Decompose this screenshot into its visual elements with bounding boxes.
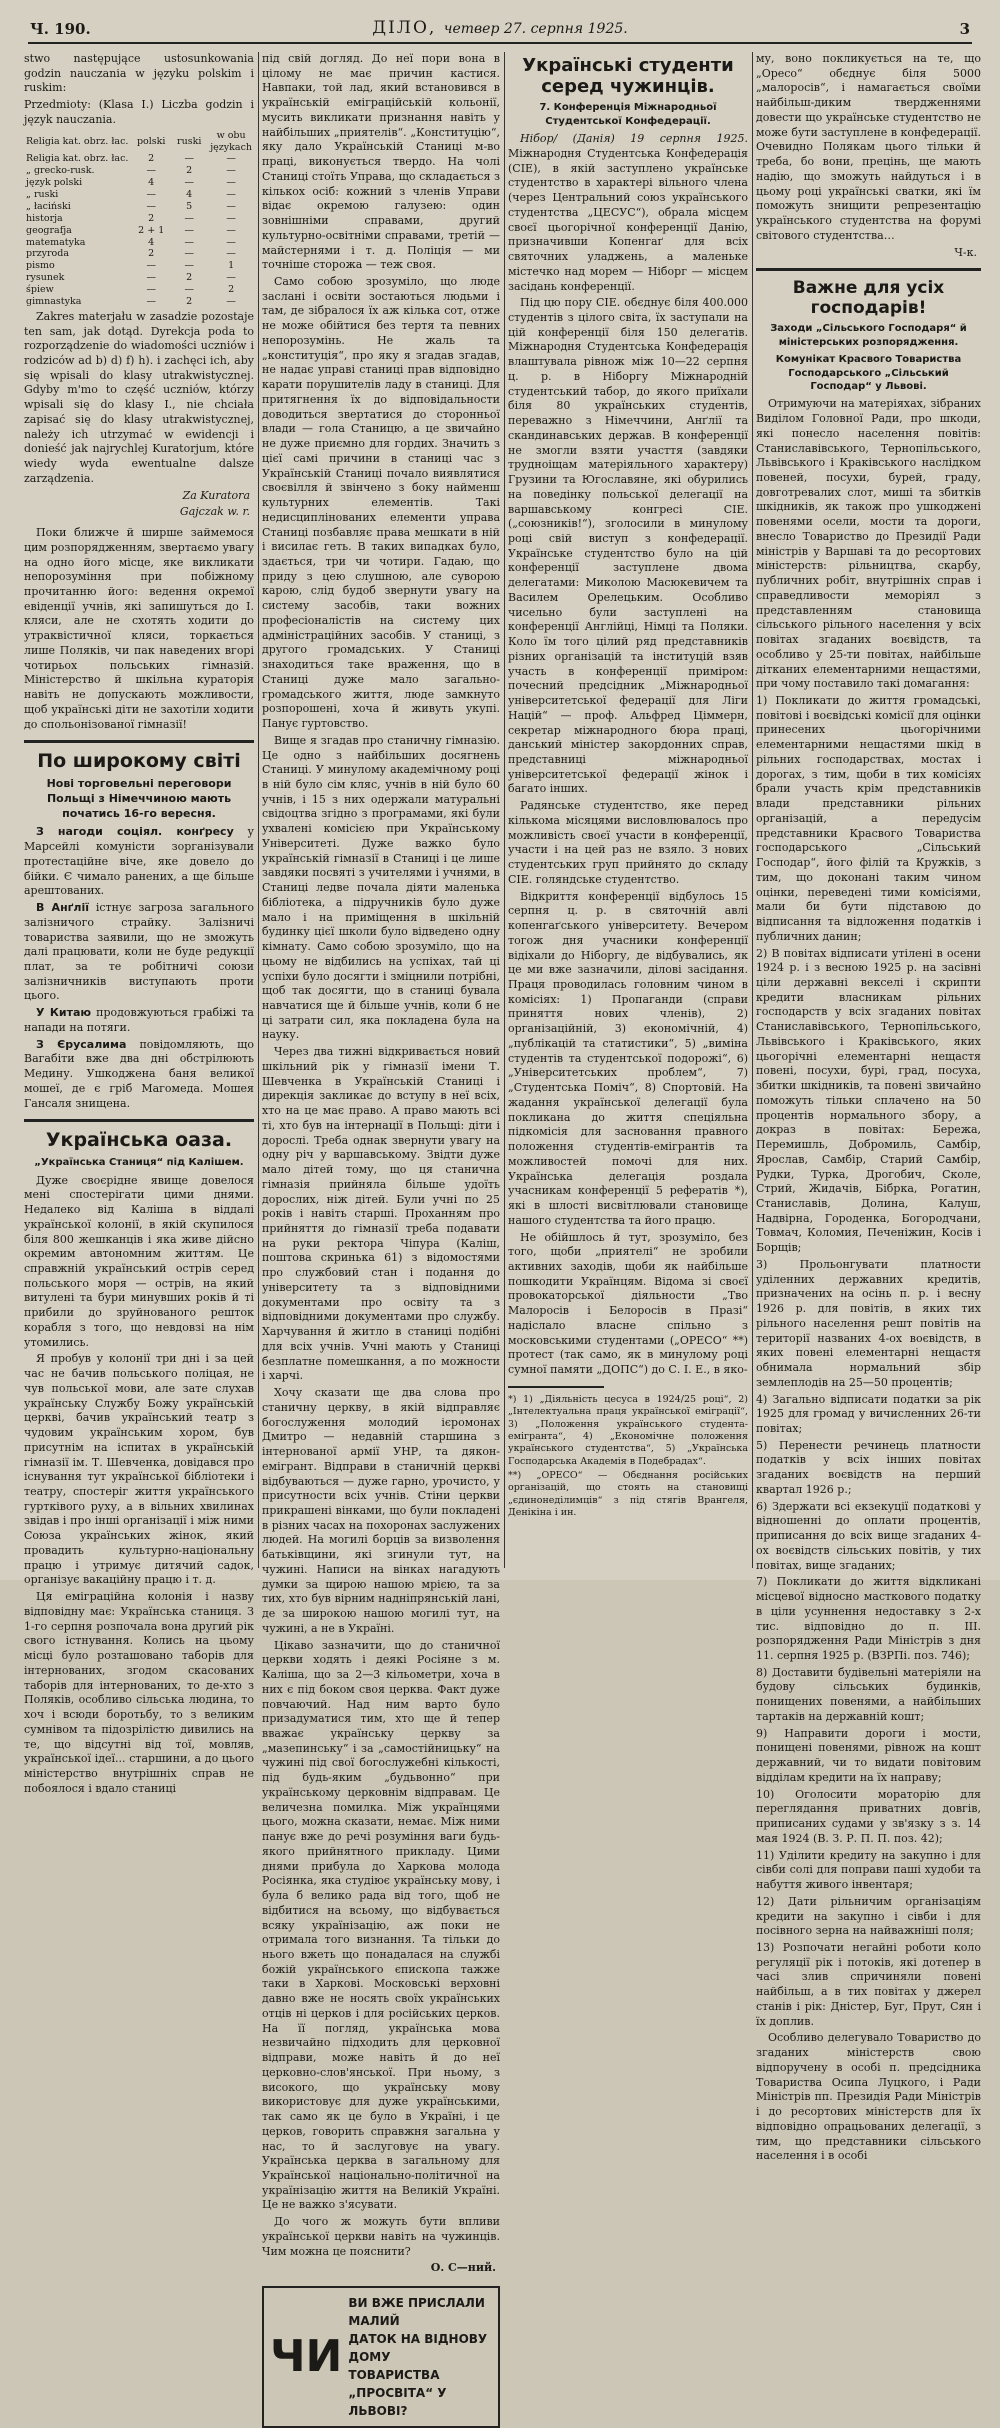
table-cell: — [146, 189, 156, 201]
table-cell: — [184, 212, 194, 224]
article-paragraph: Я пробув у колонії три дні і за цей час не бачив польського поліцая, не чув польської мови, але зате слухав українську Службу Божу українській церкві, бачив український театр з чудовим українським хором, був присутнім на іспитах в українській гімназії ім. Т. Шевченка, довідався про існування тут української бібліотеки і театру, спостеріг життя українського гуртківого руху, а в вільних хвилинах звідав і про інші організації і між ними Союза українських жінок, який провадить культурно-національну працю і утримує дитячий садок, організує вакаційну працю і т. д. [24, 1352, 254, 1587]
table-cell: 2 [148, 248, 155, 260]
table-cell: — [226, 224, 236, 236]
table-cell: 2 [186, 165, 193, 177]
list-item: 9) Направити дороги і мости, понищені повенями, рівнож на кошт державний, чи то видати повітовим відділам кредити на їх направу; [756, 1726, 981, 1784]
table-row [24, 177, 254, 189]
list-item: 13) Розпочати негайні роботи коло регуляції рік і потоків, які дотепер в часі злив спричиняли повені найбільш, а в тих повітах у джерел станів і рік: Дністер, Буг, Прут, Сян і їх доплив. [756, 1940, 981, 2028]
table-cell: 4 [186, 189, 193, 201]
table-cell: — [226, 165, 236, 177]
table-cell: matematyka [26, 236, 86, 248]
table-cell: 2 [186, 295, 193, 307]
header-rule [28, 42, 972, 44]
footnote: **) „ОРЕСО“ — Обєднання російських організацій, що стоять на становищі „єдинонеділимців“ з під стягів Врангеля, Денікіна і ин. [508, 1469, 748, 1518]
news-item-body: продовжуються грабіжі та напади на потяги. [24, 1006, 254, 1034]
article-paragraph: До чого ж можуть бути впливи української церкви навіть на чужинців. Чим можна це пояснити? [262, 2215, 500, 2258]
paragraph-body: Міжнародня Студентська Конфедерація (СІЕ), в якій заступлено українське студентство в характері вільного члена (через Центральний союз українського студентства „ЦЕСУС“), обрала місцем своєї цьогорічної конференції Данію, призначивши Копенгаґ для всіх святочних уладжень, а маленьке містечко над морем — Ніборг — місцем засідань конференції. [508, 146, 748, 293]
polish-text: Zakres materjału w zasadzie pozostaje ten sam, jak dotąd. Dyrekcja poda to rozporządzenie do wiadomości uczniów i rodziców ad b) d) f) h). i zachęci ich, aby się wpisali do klasy utrakwistycznej. Gdyby m'mo to część uczniów, którzy wpisali się do klasy I., nie chciała zapisać się do klasy utrakwistycznej, należy ich utrzymać w ewidencji i donieść jak najrychlej Kuratorjum, które wiedy wyda ewentualne dalsze zarządzenia. [24, 309, 254, 485]
issue-date: четвер 27. серпня 1925. [443, 21, 628, 37]
table-cell: 2 + 1 [138, 224, 165, 236]
table-row [24, 296, 254, 308]
table-row [24, 225, 254, 237]
article-paragraph: Не обійшлось й тут, зрозуміло, без того, щоби „приятелі“ не зробили активних заходів, щоби як найбільше пошкодити Українцям. Відома зі своєї провокаторської діяльности „Тво Малоросів і Белоросів в Празі“ надіслало власне спільно з московськими студентами („ОРЕСО“ **) протест (так само, як в минулому році сумної памяти „ДОПС“) до С. І. Е., в яко- [508, 1230, 748, 1377]
section-rule [756, 268, 981, 271]
table-header-cell: Religia kat. obrz. łac. [26, 135, 129, 147]
article-paragraph: Відкриття конференції відбулось 15 серпня ц. р. в святочній авлі копенгаґського університету. Вечером тогож дня учасники конференції відіхали до Ніборгу, де відбувались, як це ми вже зазначили, ділові засідання. Праця проводилась головним чином в комісіях: 1) Пропаганди (справи приняття нових членів), 2) організаційній, 3) економічній, 4) „публікацій та статистики“, 5) „виміна студентів та студентської подорожі“, 6) „Університетських проблем“, 7) „Студентська Поміч“, 8) Спортовій. На жадання української делегації була покликана до життя спеціяльна підкомісія для засновання правного положення студентів-емігрантів та можливостей помочі для них. Українська делегація роздала учасникам конференції 5 рефератів *), які в шлості висвітлювали становище нашого студентства та його працю. [508, 889, 748, 1227]
table-row [24, 153, 254, 165]
table-row [24, 189, 254, 201]
footnote: *) 1) „Діяльність цесуса в 1924/25 році“, 2) „Інтелектуальна праця української еміграції“, 3) „Положення українського студента-емігранта“, 4) „Економічне положення українського студентства“, 5) „Українська Господарська Академія в Подебрадах“. [508, 1393, 748, 1467]
world-news-lead: Нові торговельні переговори Польщі з Німеччиною мають початись 16-го вересня. [46, 777, 232, 820]
list-item: 2) В повітах відписати утілені в осени 1924 р. і з весною 1925 р. на засівні ціли державні векселі і скрипти кредити власникам рільних господарств у всіх згаданих повітах Станиславівського, Тернопільського, Львівського і Краківського, яких цьогорічні елементарні нещастя повені, посухи, бурі, град, посуха, збитки шкідників, та повені звичайно поможуть тільки сплачено на 50 процентів нормального збору, а докраз в повітах: Бережа, Перемишль, Добромиль, Самбір, Ярослав, Самбір, Старий Самбір, Рудки, Турка, Дрогобич, Сколе, Стрий, Жидачів, Бібрка, Рогатин, Станиславів, Долина, Калуш, Надвірна, Городенка, Богородчани, Товмач, Коломия, Печеніжин, Косів і Борщів; [756, 946, 981, 1255]
table-cell: 2 [186, 272, 193, 284]
list-item: 1) Покликати до життя громадські, повітові і воєвідські комісії для оцінки принесених цьогорічними елементарними нещастями шкід в рільних господарствах, мостах і дорогах, з тим, щоби в тих комісіях брали участь крім представників влади представники рільних організацій, а передусім представники Красвого Товариства господарського „Сільський Господар“, його філій та Кружків, з тим, що доконані таким чином оцінки, переведені тими комісіями, мали би бути підставою до відписання та відложення податків і публичних данин; [756, 694, 981, 943]
signature-line: Za Kuratora [182, 488, 250, 502]
students-article-title: Українські студенти серед чужинців. [522, 55, 734, 97]
article-paragraph: Під цю пору СІЕ. обєднує біля 400.000 студентів з цілого світа, їх заступали на цій конференції біля 150 делегатів. Міжнародня Студентська Конфедерація влаштувала рівнож між 10—22 серпня ц. р. в Ніборгу Міжнародній студентський табор, до якого приїхали біля 80 українських студентів, переважно з Німеччини, Анґлії та скандинавських держав. В конференції не змогли взяти учасття (завдяки трудноіщам матеріяльного характеру) Грузини та Югославяне, які обурились на поведінку польської делегації на варшавському конгресі СІЕ. („союзників!“), зголосили в минулому році свій виступ з конфедерації. Українське студентство було на цій конференції заступлене двома делегатами: Миколою Масюкевичем та Василем Орелецьким. Особливо чисельно були заступлені на конференції Англійці, Німці та Поляки. Коло їм того цілий ряд представників різних організацій та інституцій взяв участь в конференції приміром: почесний предсідник „Міжнародньої університетської федерації для Ліги Націй“ — проф. Альфред Ціммерн, секретар міжнародного бюра праці, данський міністер закордонних справ, представниці міжнародньої університетської федерації жінок і багато інших. [508, 296, 748, 796]
article-paragraph: Поки ближче й ширше займемося цим розпорядженням, звертаємо увагу на одно його місце, яке викликати непорозуміння при побіжному прочитанню його: ведення окремої евіденції учнів, які запишуться до І. кляси, але не схотять ходити до утраквістичної кляси, торкається лише Поляків, чи пак наведених вгорі чотирьох польських гімназій. Міністерство й шкільна кураторія навіть не допускають можливости, щоб українські діти не захотіли ходити до спольонізованої гімназії! [24, 526, 254, 731]
table-row [24, 165, 254, 177]
table-cell: 4 [148, 177, 155, 189]
farmers-article-title: Важне для усіх господарів! [792, 278, 945, 318]
list-item: 11) Уділити кредиту на закупно і для сівби солі для поправи паші худоби та набуття живого інвентаря; [756, 1848, 981, 1892]
table-cell: — [226, 272, 236, 284]
table-cell: historja [26, 212, 63, 224]
prosvita-appeal-box [262, 2286, 500, 2428]
dateline: Нібор/ (Данія) 19 серпня 1925. [520, 132, 748, 146]
author-signature: О. С—ний. [430, 2261, 496, 2275]
author-signature: Ч-к. [954, 245, 977, 259]
page-number-right: 3 [959, 20, 970, 38]
appeal-line: ТОВАРИСТВА „ПРОСВІТА“ У ЛЬВОВІ? [348, 2368, 447, 2419]
table-cell: — [184, 177, 194, 189]
article-paragraph [508, 132, 748, 294]
table-cell: — [226, 248, 236, 260]
table-cell: język polski [26, 177, 83, 189]
masthead-title: ДІЛО, [372, 18, 437, 38]
table-row [24, 248, 254, 260]
world-news-title: По широкому світі [37, 750, 241, 773]
page-number: Ч. 190. [30, 20, 91, 38]
article-paragraph: Через два тижні відкривається новий шкільний рік у гімназії імени Т. Шевченка в Українській Станиці і дирекція закликає до вступу в неї всіх, хто на це має право. А право мають всі ті, хто був на інтернації в Польщі: діти і дорослі. Треба однак звернути увагу на одну річ у варшавському. Звідти дуже мало дітей тому, що ця станична гімназія прийняла більше удоїть дорослих, ніж дітей. Були учні по 25 років і навіть старші. Проханням про прийняття до гімназії треба подавати на руки ректора Чіпура (Каліш, поштова скринька 61) з відомостями про службовий стан і подання до університету та з відповідними документами про освіту та з відповідними документами про службу. Харчування й житло в станиці подібні для всіх учнів. Учні мають у Станиці безплатне помешкання, а по можности і харчі. [262, 1045, 500, 1383]
polish-text: Przedmioty: (Klasa I.) Liczba godzin i język nauczania. [24, 98, 254, 126]
table-cell: Religia kat. obrz. łac. [26, 153, 129, 165]
demands-list [756, 397, 981, 2164]
table-row [24, 237, 254, 249]
column-3 [508, 52, 748, 1568]
news-item [24, 1006, 254, 1035]
table-row [24, 284, 254, 296]
table-row [24, 272, 254, 284]
table-cell: — [226, 236, 236, 248]
list-item: 6) Здержати всі екзекуції податкові у відношенні до оплати процентів, приписання до всіх вище згаданих 4-ох воєвідств сільських повітів, у тих повітах, вище згаданих; [756, 1499, 981, 1572]
news-item-lead: В Анґлії [36, 901, 90, 915]
list-item: 10) Оголосити мораторію для переглядання приватних довгів, приписаних судами у зв'язку з з. 14 мая 1924 (В. З. Р. П. П. поз. 42); [756, 1787, 981, 1845]
polish-text: stwo następujące ustosunkowania godzin nauczania w języku polskim i ruskim: [24, 52, 254, 95]
section-rule [24, 740, 254, 743]
article-paragraph: Вище я згадав про станичну гімназію. Це одно з найбільших досягнень Станиці. У минулому академічному році в ній було сім кляс, учнів в ній було 60 учнів, і 15 з них одержали матуральні свідоцтва згідно з програмами, які були ухвалені комісією при Українському Університеті. Дуже важко було українській гімназії в Станиці і це лише завдяки посвяті з учителями і учнями, в Станиці ледве почала діяти маленька бібліотека, а підручників було дуже мало і на приміщення в шкільній будинку цієї школи було відведено одну кімнату. Само собою зрозуміло, що на цьому не відбились на успіхах, тай ці успіхи було досягти і зміцнили потрібні, щоб так досягти, що в станиці бувала навчатися ще й більше учнів, коли б не ці затрати сил, яка покладена була на науку. [262, 733, 500, 1042]
table-cell: gimnastyka [26, 295, 82, 307]
article-paragraph: Отримуючи на матеріяхах, зібраних Виділом Головної Ради, про шкоди, які понесло населення повітів: Станиславівського, Тернопільського, Львівського і Краківського наслідком повеней, посухи, бурей, граду, довготревалих слот, миші та збитків шкідників, як також про ушкоджені повенями осели, мости та дороги, внесло Товариство до Президії Ради міністрів у Варшаві та до ресортових міністерств: рільництва, скарбу, публичних робіт, внутрішніх справ і справедливости меморіял з представленням становища сільського рільного населення у всіх повітах згаданих воєвідств, та особливо у 25-ти повітах, найбільше дітканих елементарними нещастями, при чому поставило такі домагання: [756, 397, 981, 691]
news-item-body: повідомляють, що Вагабіти вже два дні обстрілюють Медину. Ушкоджена баня великої мошеї, де є гріб Магомеда. Мошея Гансаля знищена. [24, 1037, 254, 1110]
table-cell: — [226, 177, 236, 189]
list-item: 7) Покликати до життя відкликані місцевої відносно масткового податку в ціли усуннення недоставку з 2-х тис. відповідно до п. III. розпорядження Ради Міністрів з дня 11. серпня 1925 р. (ВЗРПі. поз. 746); [756, 1575, 981, 1663]
news-item [24, 825, 254, 899]
article-paragraph: Дуже своєрідне явище довелося мені спостерігати цими днями. Недалеко від Каліша в віддалі української колонії, в якій скупилося біля 800 жешканців і яка живе дійсно окремим автономним життям. Це справжній український острів серед польського моря — острів, на який витулені та бури минувших років й ті прибили до зруйнованого решток корабля з того, що невдовзі на нім утомились. [24, 1173, 254, 1349]
column-2 [262, 52, 500, 2419]
table-cell: śpiew [26, 284, 54, 296]
hours-table [24, 130, 254, 308]
table-cell: — [226, 200, 236, 212]
table-cell: — [184, 224, 194, 236]
table-cell: „ ruski [26, 189, 59, 201]
appeal-initial: ЧИ [270, 2331, 343, 2383]
oasis-subtitle: „Українська Станиця“ під Калішем. [34, 1157, 244, 1169]
table-cell: — [184, 248, 194, 260]
news-item [24, 1038, 254, 1112]
table-cell: — [146, 165, 156, 177]
table-cell: — [184, 284, 194, 296]
article-paragraph: Цікаво зазначити, що до станичної церкви ходять і деякі Росіяне з м. Каліша, що за 2—3 кільометри, хоча в них є під боком своя церква. Факт дуже повчаючий. Над ним варто було призадуматися тим, хто ще й тепер вважає українську церкву за „мазепинську“ і за „самостійницьку“ на чужині під свої богослужебні кількості, під будь-яким „будьвонно“ при українському церковнім відправам. Це величезна помилка. Між українцями цього, можна сказати, немає. Між ними панує вже до речі розуміння ваги будь-якого прийнятного прикладу. Цими днями прибула до Харкова молода Росіянка, яка студіює українську мову, і була б велико рада від того, щоб не відбитися на всьому, що відбувається всяку українізацію, аж поки не отримала того визнання. Та тільки до нього вжеть що понадалася на службі божій українського єпископа тажже таки в Харкові. Московськi верховні давно вже не носять своїх українських отців ні церков і для російських церков. На її погляд, українська мова незвичайно підходить для церковної відправи, може навіть й до неї церковно-слов'янської. При ньому, з високого, що українську мову використовує для дуже українськими, так само як це було в Україні, і це церков, говорить справжня загальна у нас, то й заслуговує на увагу. Українська церква в загальному для Української національно-політичної на українізацію життя на Великій Україні. Це не важко з'ясувати. [262, 1638, 500, 2212]
table-cell: — [184, 260, 194, 272]
article-paragraph: Ця еміграційна колонія і назву відповідну має: Українська станиця. З 1-го серпня розпочала вона другий рік свого істнування. Колись на цьому місці було розташовано таборів для інтернованих, згодом скасованих таборів для інтернованих, то де-хто з Поляків, особливо сільська людина, то хоч і всюди боротьбу, то з великим сумнівом та підозрілістю дивились на те, що відсутні від тої, мовляв, української ідеї... старшини, а до цього міністерство внутрішніх справ не побоялося і вдало станиці [24, 1590, 254, 1795]
article-paragraph: Само собою зрозуміло, що люде заслані і освіти зостаються людьми і там, де зібралося їх аж кілька сот, отже не може обійтися без тертя та певних непорозумінь. Не жаль та „конституція“, про яку я згадав згадав, не надає управі станиці прав відповідно карати порушителів ладу в станиці. Для притягнення їх до відповідальности доводиться звертатися до сторонньої влади — гола Станицю, а це звичайно не дуже приємно для гордих. Значить з цієї самі причини в станиці час з Українській Станиці почало виявлятися своєвілля й звінчено з боку найменш культурних елементів. Такі недисциплінованих елементи управа Станиці позбавляє права мешкати в ній і висилає геть. В таких випадках було, здається, три чи чотири. Гадаю, що приду з цею слушною, але суворою карою, слід будоб звернути увагу на систему засобів, таки вожних професіоналістів на систему цих адміністраційних засобів. У станиці, з другого громадських. У Станиці знаходиться таке враження, що в Станиці дуже мало загально-громадського життя, люде замкнуто розпорошені, хоча й живуть укупі. Панує гуртовство. [262, 275, 500, 731]
table-cell: 2 [228, 284, 235, 296]
article-paragraph: Хочу сказати ще два слова про станичну церкву, в якій відправляє богослуження молодий ієромонах Дмитро — недавній старшина з інтернованої армії УНР, та дякон-емігрант. Відправи в станичній церкві відбуваються — дуже гарно, урочисто, у присутности всіх учнів. Стіни церкви прикрашені вінками, що були покладені в різних часах на похоронах заслужених людей. На могилі борців за визволення батьківщини, які згинули тут, на чужині. Написи на вінках нагадують думки за щирою нашою мрією, та за тих, хто був вірним надніпрянській лані, де за широкою нашою могилі тут, на чужині, а не в Україні. [262, 1386, 500, 1635]
appeal-line: ВИ ВЖЕ ПРИСЛАЛИ МАЛИЙ [348, 2296, 485, 2329]
list-item: 12) Дати рільничим організаціям кредити на закупно і сівби і для посівного зерна на найважніші поля; [756, 1894, 981, 1938]
table-cell: — [226, 212, 236, 224]
news-item-body: істнує загроза загального залізничого страйку. Залізничі товариства заявили, що не зможуть далі працювати, коли не буде редукції плат, за те робітничі союзи залізничників виступають проти цього. [24, 901, 254, 1003]
article-paragraph: му, воно покликується на те, що „Оресо“ обєднує біля 5000 „малоросів“, і намагається своїми найбільш-диким твердженнями довести що українське студентство не може бути заступлене в конфедерації. Очевидно Полякам цього тільки й треба, бо вони, прецінь, ще мають надію, що зможуть найдуться і в цьому році українські сватки, які їм поможуть знищити репрезентацію українського студентства на форумі світового студентства… [756, 52, 981, 242]
section-rule [24, 1119, 254, 1122]
table-cell: 5 [186, 200, 193, 212]
masthead [30, 18, 970, 38]
table-header-cell: w obu językach [210, 129, 253, 153]
article-paragraph: Особливо делегувало Товариство до згаданих міністерств свою відпоручену в особі п. предсідника Товариства Осипа Луцкого, і Ради Міністрів пп. Президія Ради Міністрів і до ресортових міністерств для їх відповідно опрацьованих делегації, з тим, що представники сільського населення і в особі [756, 2031, 981, 2163]
table-row [24, 201, 254, 213]
hours-table-header [24, 130, 254, 154]
list-item: 4) Загально відписати податки за рік 1925 для громад у вичисленних 26-ти повітах; [756, 1392, 981, 1435]
table-cell: 1 [228, 260, 235, 272]
students-article-subtitle: 7. Конференція Міжнародньої Студентської Конфедерації. [539, 102, 717, 127]
column-1 [24, 52, 255, 1795]
table-cell: — [146, 272, 156, 284]
signature-name: Gajczak w. r. [179, 505, 250, 519]
table-header-cell: polski [136, 135, 166, 147]
news-item-lead: З Єрусалима [36, 1037, 127, 1051]
table-cell: 2 [148, 153, 155, 165]
table-cell: „ grecko-rusk. [26, 165, 95, 177]
column-divider [504, 52, 505, 1568]
table-cell: — [184, 153, 194, 165]
table-cell: — [146, 295, 156, 307]
table-cell: — [226, 189, 236, 201]
farmers-article-subtitle: Заходи „Сільського Господаря“ й міністерських розпорядження. [770, 323, 967, 348]
table-cell: — [146, 284, 156, 296]
table-row [24, 260, 254, 272]
table-cell: pismo [26, 260, 55, 272]
list-item: 8) Доставити будівельні матеріяли на будову сільських будинків, понищених повенями, а найбільших тартаків на державній кошт; [756, 1665, 981, 1723]
news-item [24, 901, 254, 1004]
news-item-lead: У Китаю [36, 1006, 92, 1020]
footnote-rule [508, 1386, 604, 1388]
table-cell: przyroda [26, 248, 70, 260]
list-item: 3) Прольонгувати платности уділенних державних кредитів, призначених на осінь п. р. і весну 1926 р. для повітів, в яких тих рільного населення решт повітів на території названих 4-ох воєвідств, в яких повені елементарні нещастя обнимала нормальний збір землеплодів на 25—50 процентів; [756, 1257, 981, 1389]
table-row [24, 213, 254, 225]
list-item: 5) Перенести речинець платности податків у всіх інших повітах згаданих воєвідств на перший квартал 1926 р.; [756, 1438, 981, 1496]
table-cell: — [226, 153, 236, 165]
table-cell: 4 [148, 236, 155, 248]
table-cell: — [146, 200, 156, 212]
table-cell: — [226, 295, 236, 307]
column-divider [752, 52, 753, 1568]
table-cell: „ łaciński [26, 200, 71, 212]
oasis-title: Українська оаза. [45, 1129, 233, 1152]
article-paragraph: Радянське студентство, яке перед кількома місяцями висловлювалось про можливість своєї участи в конференції, участи і на цей раз не взяло. З нових студентських груп прийнято до складу СІЕ. голяндське студентство. [508, 799, 748, 886]
table-cell: 2 [148, 212, 155, 224]
appeal-line: ДАТОК НА ВІДНОВУ ДОМУ [348, 2332, 488, 2365]
news-item-body: у Марсейлі комуністи зорганізували протестаційне віче, яке довело до бійки. Є чимало ранених, а ще більше арештованих. [24, 825, 255, 898]
table-cell: geografja [26, 224, 72, 236]
farmers-article-subtitle-2: Комунікат Красвого Товариства Господарського „Сільський Господар“ у Львові. [775, 354, 962, 392]
table-cell: — [184, 236, 194, 248]
table-cell: — [146, 260, 156, 272]
table-header-cell: ruski [177, 135, 202, 147]
column-4 [756, 52, 981, 2163]
appeal-text [348, 2294, 492, 2420]
article-paragraph: під свій догляд. До неї пори вона в цілому не має причин кастися. Навпаки, той лад, який встановився в українській еміграційській кольонії, мусить викликати признання навіть у найбільших „приятелів“. „Конституцію“, яку дало Українській Станиці м-во праці, виконується твердо. На чолі Станиці стоїть Управа, що складається з кількох осіб: кожний з членів Управи відає окремою галузею: один зовнішніми справами, другий культурно-освітніми справами, третій — майстернями і т. д. Поліція — ми точніше сторожа — теж своя. [262, 52, 500, 272]
column-divider [258, 52, 259, 1568]
table-cell: rysunek [26, 272, 65, 284]
news-item-lead: З нагоди соціял. конґресу [36, 825, 234, 839]
